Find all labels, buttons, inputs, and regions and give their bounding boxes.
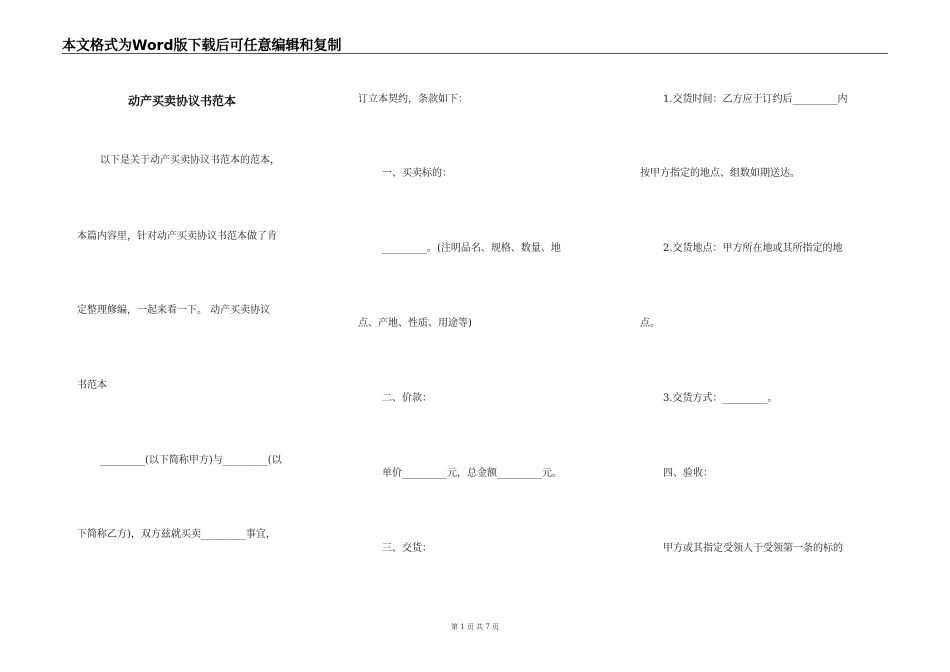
column3-line-5: 3.交货方式：_________。 [663, 393, 778, 404]
column3-line-7: 甲方或其指定受领人于受领第一条的标的 [663, 543, 843, 554]
document-title: 动产买卖协议书范本 [128, 94, 237, 108]
header-divider [62, 53, 888, 54]
column2-line-5: 二、价款： [382, 393, 432, 404]
column1-line-4: 书范本 [77, 380, 107, 391]
page-number: 第 1 页 共 7 页 [450, 623, 500, 631]
column2-line-2: 一、买卖标的： [382, 168, 452, 179]
column2-line-7: 三、交货： [382, 543, 432, 554]
column3-line-1: 1.交货时间：乙方应于订约后_________内 [663, 94, 848, 105]
column3-line-6: 四、验收： [663, 468, 713, 479]
document-header: 本文格式为Word版下载后可任意编辑和复制 [62, 38, 342, 54]
column1-line-1: 以下是关于动产买卖协议书范本的范本， [100, 155, 280, 166]
column3-line-2: 按甲方指定的地点、组数如期送达。 [640, 168, 800, 179]
column3-line-3: 2.交货地点：甲方所在地或其所指定的地 [663, 243, 843, 254]
column2-line-6: 单价_________元，总金额_________元。 [382, 468, 562, 479]
column1-line-6: 下简称乙方)，双方兹就买卖_________事宜， [77, 529, 276, 540]
column3-line-4: 点。 [640, 318, 660, 329]
column2-line-1: 订立本契约，条款如下： [358, 94, 468, 105]
column1-line-3: 定整理修编，一起来看一下。 动产买卖协议 [77, 305, 271, 316]
column2-line-4: 点、产地、性质、用途等) [358, 318, 472, 329]
column1-line-2: 本篇内容里，针对动产买卖协议书范本做了肯 [77, 231, 277, 242]
column1-line-5: _________(以下简称甲方)与_________(以 [100, 455, 282, 466]
column2-line-3: _________。(注明品名、规格、数量、地 [382, 243, 561, 254]
